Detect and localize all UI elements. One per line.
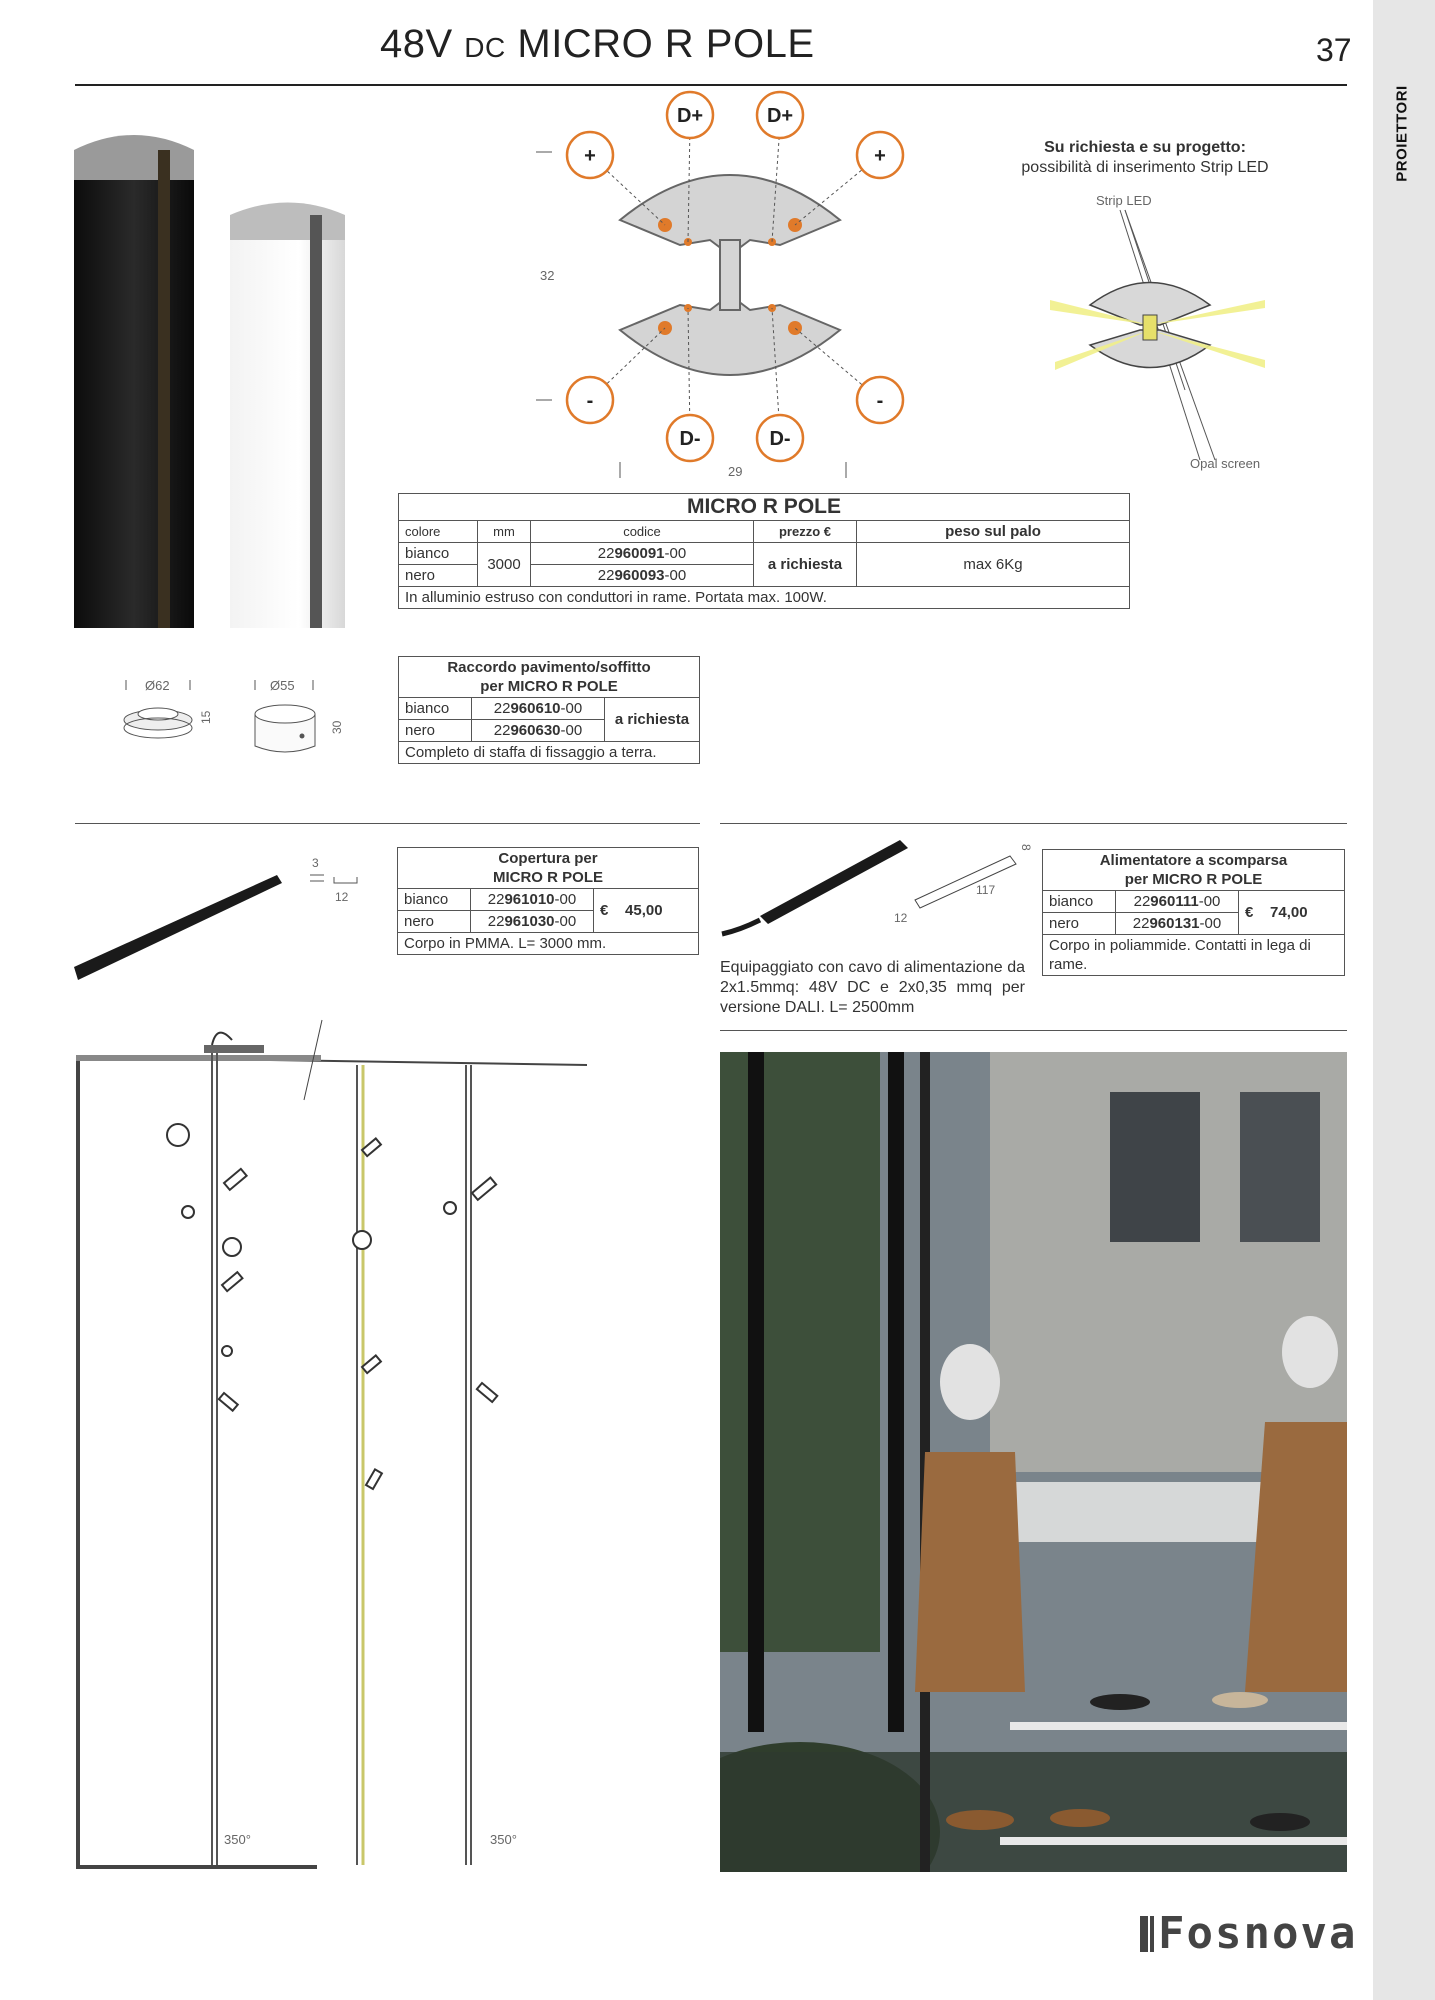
shop-window-photo (720, 1052, 1347, 1872)
alimentatore-caption: Equipaggiato con cavo di alimentazione da 2x1.5mmq: 48V DC e 2x0,35 mmq per versione DALI. L= 2500mm (720, 959, 1025, 1016)
row-colore: bianco (399, 698, 472, 720)
section-rule-right-2 (720, 1030, 1347, 1031)
alimentatore-dim-12: 12 (894, 911, 908, 925)
black-profile (74, 135, 194, 628)
table-row (398, 889, 699, 911)
copertura-table (397, 847, 699, 955)
raccordo-title: Raccordo pavimento/soffitto per MICRO R POLE (399, 657, 700, 698)
row-colore: nero (1043, 913, 1116, 935)
row-code: 22960131-00 (1116, 913, 1239, 935)
cross-section-diagram (530, 90, 930, 480)
row-code: 22960093-00 (531, 565, 754, 587)
dim-d62: Ø62 (145, 678, 170, 693)
opal-screen-label: Opal screen (1190, 456, 1261, 471)
installation-drawing (72, 1015, 602, 1875)
table-row (399, 698, 700, 720)
terminal-d-plus-2: D+ (766, 105, 794, 127)
rotation-right: 350° (490, 1832, 517, 1847)
col-colore: colore (399, 521, 478, 543)
copertura-note: Corpo in PMMA. L= 3000 mm. (398, 933, 699, 955)
alimentatore-title: Alimentatore a scomparsa per MICRO R POLE (1043, 850, 1345, 891)
table-row (1043, 891, 1345, 913)
row-code: 22960111-00 (1116, 891, 1239, 913)
terminal-d-plus-1: D+ (676, 105, 704, 127)
side-tab-label: PROIETTORI (1393, 85, 1411, 182)
copertura-price: € 45,00 (594, 889, 699, 933)
page-title (380, 22, 980, 67)
raccordo-prezzo: a richiesta (605, 698, 700, 742)
page-number: 37 (1316, 32, 1352, 68)
white-profile (230, 203, 345, 629)
alimentatore-drawing (720, 838, 1040, 958)
table-title: MICRO R POLE (399, 494, 1130, 521)
copertura-dim-12: 12 (335, 890, 349, 904)
terminal-plus-left: + (584, 145, 596, 167)
terminal-plus-right: + (874, 145, 886, 167)
table-row (399, 543, 1130, 565)
alimentatore-dim-8: 8 (1019, 844, 1033, 851)
raccordo-table (398, 656, 700, 764)
row-mm: 3000 (478, 543, 531, 587)
title-product: MICRO R POLE (517, 22, 815, 66)
alimentatore-table (1042, 849, 1345, 976)
col-peso: peso sul palo (857, 521, 1130, 543)
terminal-d-minus-1: D- (679, 428, 701, 450)
row-colore: nero (399, 720, 472, 742)
title-voltage: 48V (380, 22, 453, 66)
strip-led-diagram (1040, 190, 1280, 480)
alimentatore-note: Corpo in poliammide. Contatti in lega di rame. (1043, 935, 1345, 976)
profile-photos (70, 120, 350, 630)
row-colore: bianco (1043, 891, 1116, 913)
row-code: 22960630-00 (472, 720, 605, 742)
alimentatore-price: € 74,00 (1239, 891, 1345, 935)
side-tab-bar (1373, 0, 1435, 2000)
row-code: 22960091-00 (531, 543, 754, 565)
terminal-minus-left: - (586, 390, 594, 412)
dim-width: 29 (728, 464, 743, 479)
rotation-left: 350° (224, 1832, 251, 1847)
copertura-title: Copertura per MICRO R POLE (398, 848, 699, 889)
title-rule (75, 84, 1347, 86)
section-rule-right (720, 823, 1347, 824)
strip-led-label: Strip LED (1096, 193, 1152, 208)
row-colore: bianco (399, 543, 478, 565)
copertura-drawing (72, 855, 372, 990)
brand-logo: Fosnova (1140, 1908, 1357, 1959)
row-prezzo: a richiesta (754, 543, 857, 587)
dim-d55: Ø55 (270, 678, 295, 693)
terminal-minus-right: - (876, 390, 884, 412)
raccordo-note: Completo di staffa di fissaggio a terra. (399, 742, 700, 764)
strip-led-note (995, 138, 1295, 178)
fitting-drawings (110, 670, 360, 770)
row-colore: nero (399, 565, 478, 587)
row-peso: max 6Kg (857, 543, 1130, 587)
row-code: 22960610-00 (472, 698, 605, 720)
row-code: 22961010-00 (471, 889, 594, 911)
col-mm: mm (478, 521, 531, 543)
dim-h30: 30 (330, 720, 344, 734)
row-colore: nero (398, 911, 471, 933)
col-prezzo: prezzo € (754, 521, 857, 543)
row-code: 22961030-00 (471, 911, 594, 933)
dim-height: 32 (540, 268, 555, 283)
col-codice: codice (531, 521, 754, 543)
copertura-dim-3: 3 (312, 856, 319, 870)
row-colore: bianco (398, 889, 471, 911)
section-rule-left (75, 823, 700, 824)
table-note: In alluminio estruso con conduttori in rame. Portata max. 100W. (399, 587, 1130, 609)
dim-h15: 15 (199, 710, 213, 724)
title-dc: DC (464, 32, 506, 63)
strip-note-title: Su richiesta e su progetto: (1044, 139, 1246, 156)
terminal-d-minus-2: D- (769, 428, 791, 450)
strip-note-text: possibilità di inserimento Strip LED (1021, 159, 1269, 176)
micro-r-pole-table (398, 493, 1130, 609)
alimentatore-dim-117: 117 (976, 883, 996, 897)
